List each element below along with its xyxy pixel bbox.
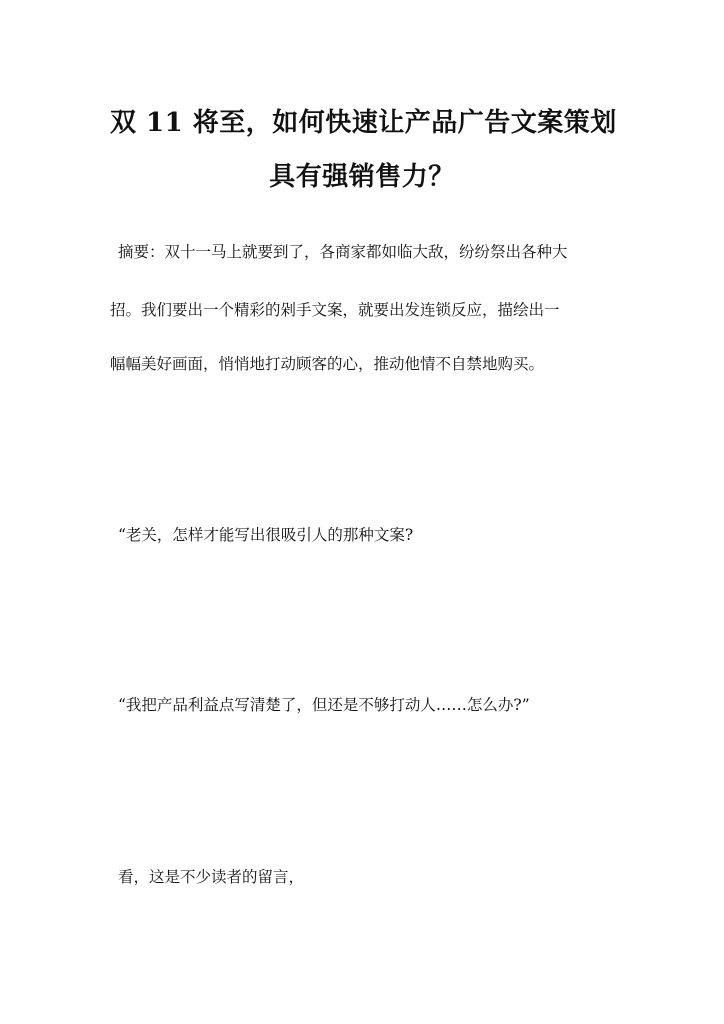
- document-title-line-2: 具有强销售力？: [269, 162, 455, 192]
- abstract-line-3: 幅幅美好画面，悄悄地打动顾客的心，推动他情不自禁地购买。: [110, 355, 545, 373]
- document-title-line-1: 双 11 将至，如何快速让产品广告文案策划: [110, 108, 617, 138]
- abstract-line-2: 招。我们要出一个精彩的剁手文案，就要出发连锁反应，描绘出一: [110, 301, 560, 319]
- reader-quote-2: “我把产品利益点写清楚了，但还是不够打动人……怎么办?”: [118, 696, 530, 714]
- abstract-line-1: 摘要：双十一马上就要到了，各商家都如临大敌，纷纷祭出各种大: [118, 243, 568, 261]
- reader-quote-1: “老关，怎样才能写出很吸引人的那种文案?: [118, 526, 414, 544]
- body-paragraph: 看，这是不少读者的留言，: [118, 868, 305, 886]
